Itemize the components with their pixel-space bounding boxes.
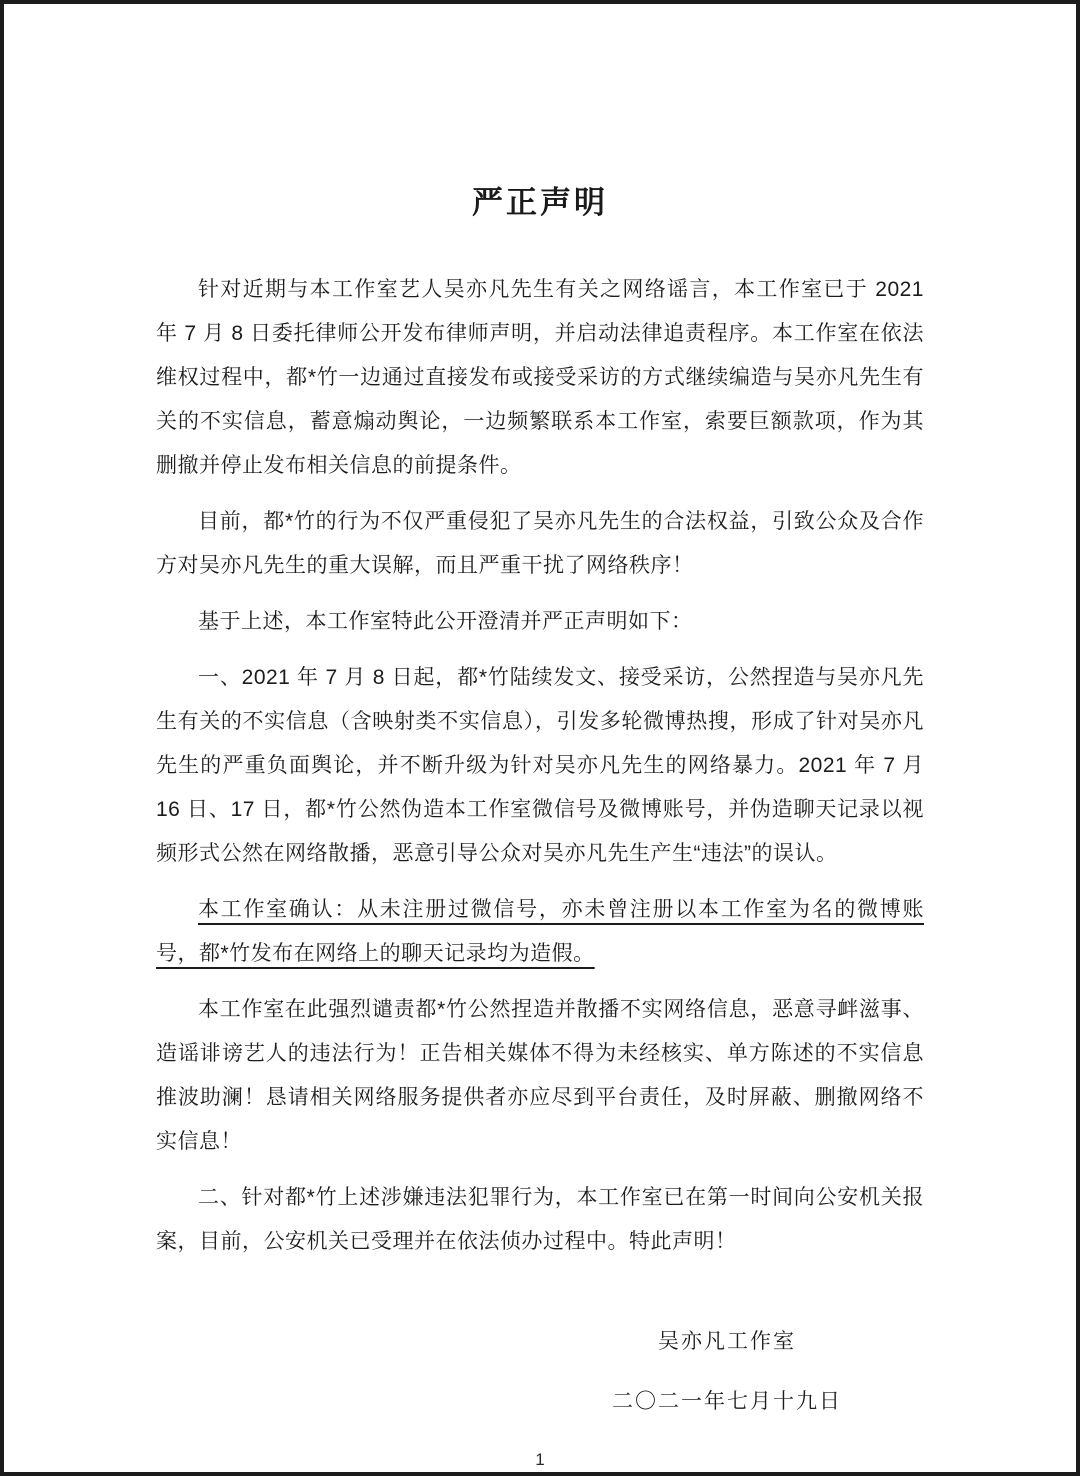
document-body	[4, 268, 1076, 1264]
signature-block	[4, 1320, 1076, 1424]
paragraph-confirmation-underlined: 本工作室确认：从未注册过微信号，亦未曾注册以本工作室为名的微博账号，都*竹发布在网络上的聊天记录均为造假。	[156, 898, 924, 965]
paragraph-declaration-lead-in: 基于上述，本工作室特此公开澄清并严正声明如下：	[198, 610, 693, 633]
paragraph-rights-infringement: 目前，都*竹的行为不仅严重侵犯了吴亦凡先生的合法权益，引致公众及合作方对吴亦凡先生的重大误解，而且严重干扰了网络秩序！	[156, 510, 924, 577]
signature-studio-name: 吴亦凡工作室	[658, 1330, 796, 1353]
paragraph-condemnation: 本工作室在此强烈谴责都*竹公然捏造并散播不实网络信息，恶意寻衅滋事、造谣诽谤艺人的违法行为！正告相关媒体不得为未经核实、单方陈述的不实信息推波助澜！恳请相关网络服务提供者亦应尽到平台责任，及时屏蔽、删撤网络不实信息！	[156, 998, 924, 1153]
paragraph-intro-rumors: 针对近期与本工作室艺人吴亦凡先生有关之网络谣言，本工作室已于 2021 年 7 月 8 日委托律师公开发布律师声明，并启动法律追责程序。本工作室在依法维权过程中，都*竹一边通过直接发布或接受采访的方式继续编造与吴亦凡先生有关的不实信息，蓄意煽动舆论，一边频繁联系本工作室，索要巨额款项，作为其删撤并停止发布相关信息的前提条件。	[156, 278, 924, 477]
page-number: 1	[535, 1450, 545, 1469]
paragraph-point-two: 二、针对都*竹上述涉嫌违法犯罪行为，本工作室已在第一时间向公安机关报案，目前，公安机关已受理并在依法侦办过程中。特此声明！	[156, 1186, 924, 1253]
paragraph-point-one: 一、2021 年 7 月 8 日起，都*竹陆续发文、接受采访，公然捏造与吴亦凡先生有关的不实信息（含映射类不实信息），引发多轮微博热搜，形成了针对吴亦凡先生的严重负面舆论，并不断升级为针对吴亦凡先生的网络暴力。2021 年 7 月 16 日、17 日，都*竹公然伪造本工作室微信号及微博账号，并伪造聊天记录以视频形式公然在网络散播，恶意引导公众对吴亦凡先生产生“违法”的误认。	[156, 666, 924, 865]
signature-date: 二〇二一年七月十九日	[612, 1390, 842, 1413]
document-title: 严正声明	[472, 185, 608, 220]
